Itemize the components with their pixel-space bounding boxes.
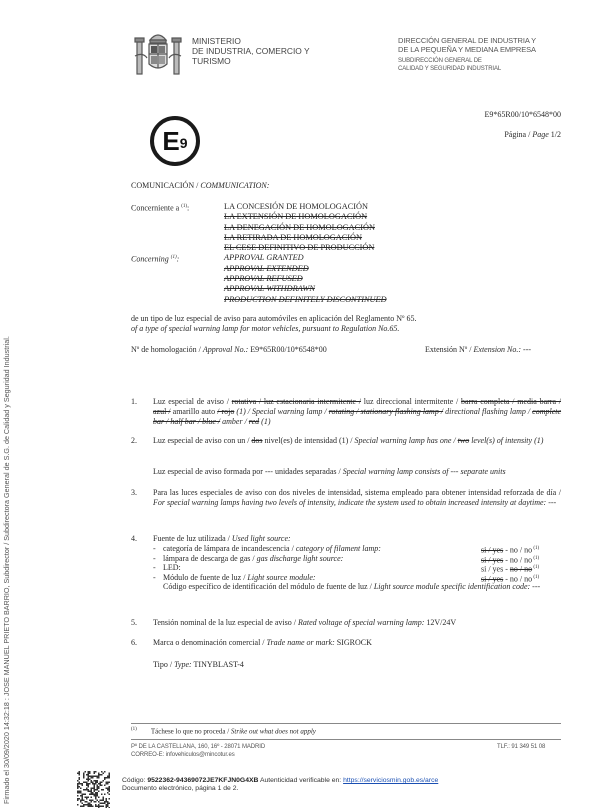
approval-label-es: Nº de homologación: [131, 345, 197, 354]
light-source-value: si / yes - no / no $^{(1)}$: [481, 564, 540, 574]
ministry-line: MINISTERIO: [192, 36, 241, 46]
item-light-source: [131, 534, 561, 592]
item-text: [153, 397, 561, 427]
item-text-es: Marca o denominación comercial /: [153, 638, 267, 647]
separate-units-line: [153, 467, 563, 477]
extension-number: Extensión Nº / Extension No.: ---: [425, 345, 532, 354]
text-segment: barra completa / media barra / azul /: [153, 397, 562, 416]
ministry-address: [131, 743, 265, 759]
footer-divider: [131, 739, 561, 740]
text-segment: luz direccional intermitente /: [361, 397, 462, 406]
label-text: Concerning: [131, 254, 169, 264]
text-segment: Luz especial de aviso /: [153, 397, 232, 406]
ministry-line: TURISMO: [192, 56, 231, 66]
text-segment: dos: [251, 436, 263, 445]
item-lamp-description: [131, 397, 561, 427]
light-source-value: si / yes - no / no $^{(1)}$: [481, 555, 540, 565]
subdirectorate-name: [398, 58, 501, 73]
light-source-value: si / yes - no / no $^{(1)}$: [481, 545, 540, 555]
light-source-row: [153, 554, 561, 564]
item-text: [153, 638, 561, 648]
contact-phone: TLF.: 91 349 51 08: [497, 744, 546, 750]
document-info: Documento electrónico, página 1 de 2.: [122, 785, 239, 792]
subdirectorate-line: SUBDIRECCIÓN GENERAL DE: [398, 58, 482, 64]
text-segment: red: [248, 417, 260, 426]
text-segment: amber /: [220, 417, 249, 426]
bullet-dash: -: [153, 572, 156, 582]
light-source-label: categoría de lámpara de incandescencia / category of filament lamp:: [163, 544, 381, 553]
light-source-row: [153, 544, 561, 554]
item-text: [153, 618, 561, 628]
text-segment: rotativa / luz estacionaria intermitente /: [231, 397, 362, 406]
directorate-line: DIRECCIÓN GENERAL DE INDUSTRIA Y: [398, 36, 537, 45]
item-number: 4.: [131, 534, 137, 543]
code-en: Light source module specific identification code:: [373, 582, 531, 591]
lamp-type-en: of a type of special warning lamp for motor vehicles, pursuant to Regulation No.65.: [131, 324, 400, 333]
type-es: Tipo /: [153, 660, 175, 669]
footnote-ref: (1): [170, 255, 177, 260]
contact-email: CORREO-E: infovehiculos@mincotur.es: [131, 752, 235, 758]
footnote-es: Táchese lo que no proceda /: [150, 727, 231, 736]
footer-divider: [131, 723, 561, 724]
text-segment: complete bar / half bar / blue /: [153, 407, 562, 426]
light-source-label: LED:: [163, 563, 181, 572]
item-trade-name: [131, 638, 561, 648]
approval-mark-number: 9: [179, 135, 188, 151]
verification-link[interactable]: https://serviciosmin.gob.es/arce: [343, 777, 439, 784]
concerning-label-en: Concerning $^{(1)}$:: [131, 254, 180, 264]
item-number: 6.: [131, 638, 137, 647]
item-number: 1.: [131, 397, 137, 406]
light-source-label: Módulo de fuente de luz / Light source module:: [163, 572, 316, 582]
light-source-label: lámpara de descarga de gas / gas discharge light source:: [163, 553, 344, 563]
concerning-option-en: APPROVAL EXTENDED: [224, 263, 309, 273]
approval-number: Nº de homologación / Approval No.: E9*65R00/10*6548*00: [131, 345, 327, 354]
concerning-option-en: APPROVAL REFUSED: [224, 274, 303, 284]
extension-value: ---: [523, 345, 532, 354]
communication-en: COMMUNICATION:: [200, 181, 270, 190]
code-es: Código específico de identificación del módulo de fuente de luz /: [163, 582, 374, 591]
item-text-es: Tensión nominal de la luz especial de aviso /: [153, 618, 298, 627]
verification-code: 9522362-94369072JE7KFJN0G4XB: [147, 777, 259, 784]
bullet-dash: -: [153, 544, 156, 553]
item-rated-voltage: [131, 618, 561, 628]
bullet-dash: -: [153, 563, 156, 572]
text-segment: two: [457, 436, 470, 445]
footnote-ref: (1): [181, 204, 188, 209]
communication-es: COMUNICACIÓN: [131, 181, 195, 190]
item-text-en: Rated voltage of special warning lamp:: [297, 618, 425, 627]
reference-number: E9*65R00/10*6548*00: [484, 110, 561, 119]
light-source-row: [153, 573, 561, 583]
text-segment: (1): [259, 417, 271, 426]
concerning-option-es: LA DENEGACIÓN DE HOMOLOGACIÓN: [224, 222, 375, 232]
concerning-option-es: EL CESE DEFINITIVO DE PRODUCCIÓN: [224, 243, 375, 253]
page-number: Página / Page 1/2: [504, 130, 561, 139]
text-segment: directional flashing lamp /: [443, 407, 533, 416]
approval-label-en: Approval No.:: [202, 345, 249, 354]
title-es: Fuente de luz utilizada /: [153, 534, 232, 543]
concerning-option-es: LA CONCESIÓN DE HOMOLOGACIÓN: [224, 202, 369, 211]
type-value: TINYBLAST-4: [191, 660, 244, 669]
item-number: 5.: [131, 618, 137, 627]
page-value: 1/2: [550, 130, 561, 139]
verification-line: [122, 777, 438, 785]
label-text: Concerniente a: [131, 203, 180, 213]
text-segment: Special warning lamp has one /: [354, 436, 458, 445]
title-en: Used light source:: [231, 534, 291, 543]
directorate-name: [398, 36, 536, 54]
item-number: 2.: [131, 436, 137, 445]
verify-text: Autenticidad verificable en:: [258, 777, 344, 784]
text-segment: rotating / stationary flashing lamp /: [328, 407, 444, 416]
text-segment: (1) / Special warning lamp /: [234, 407, 329, 416]
item-value: SIGROCK: [334, 638, 372, 647]
extension-label-es: Extensión Nº: [425, 345, 468, 354]
light-source-row: [153, 563, 561, 573]
ministry-name: [192, 36, 310, 66]
units-en: Special warning lamp consists of --- separate units: [342, 467, 506, 476]
approval-mark-letter: E: [162, 125, 179, 156]
extension-label-en: Extension No.:: [473, 345, 522, 354]
units-es: Luz especial de aviso formada por --- unidades separadas /: [153, 467, 343, 476]
concerning-option-es: LA EXTENSIÓN DE HOMOLOGACIÓN: [224, 212, 368, 222]
page-label-es: Página: [504, 130, 527, 139]
item-number: 3.: [131, 488, 137, 497]
code-label: Código:: [122, 777, 148, 784]
lamp-type-es: de un tipo de luz especial de aviso para automóviles en aplicación del Reglamento Nº 65.: [131, 314, 417, 323]
text-segment: nivel(es) de intensidad (1) /: [262, 436, 355, 445]
type-line: [153, 660, 244, 670]
text-segment: amarillo auto: [170, 407, 218, 416]
light-source-list: [131, 544, 561, 582]
approval-value: E9*65R00/10*6548*00: [250, 345, 327, 354]
text-segment: level(s) of intensity (1): [469, 436, 544, 445]
item-text-en: Trade name or mark:: [266, 638, 335, 647]
type-en: Type:: [174, 660, 192, 669]
concerning-options: [224, 202, 387, 305]
concerning-option-es: LA RETIRADA DE HOMOLOGACIÓN: [224, 232, 363, 242]
concerning-option-en: APPROVAL GRANTED: [224, 253, 304, 263]
footnote-en: Strike out what does not apply: [230, 727, 316, 736]
e9-approval-mark: [150, 116, 200, 166]
item-value: ---: [546, 498, 557, 507]
code-value: ---: [530, 582, 541, 591]
item-text: [153, 488, 561, 508]
qr-code-icon: [77, 771, 110, 808]
directorate-line: DE LA PEQUEÑA Y MEDIANA EMPRESA: [398, 45, 536, 54]
concerning-option-en: PRODUCTION DEFINITELY DISCONTINUED: [224, 294, 387, 304]
signature-stamp: Firmado el 30/09/2020 14:32:18 : JOSE MANUEL PRIETO BARRIO, Subdirector / Subdirectora General de S.G. de Calidad y Seguridad Industrial.: [2, 336, 11, 804]
footnote: [131, 727, 316, 735]
text-segment: / rojo: [217, 407, 235, 416]
coat-of-arms-icon: [133, 28, 183, 80]
light-source-value: si / yes - no / no $^{(1)}$: [481, 574, 540, 584]
item-text-en: For special warning lamps having two levels of intensity, indicate the system used to obtain increased intensity at daytime:: [153, 498, 547, 507]
bullet-dash: -: [153, 553, 156, 563]
concerning-option-en: APPROVAL WITHDRAWN: [224, 284, 315, 294]
page-label-en: Page: [532, 130, 549, 139]
subdirectorate-line: CALIDAD Y SEGURIDAD INDUSTRIAL: [398, 65, 502, 72]
concerning-label-es: Concerniente a $^{(1)}$:: [131, 203, 190, 213]
item-text-es: Para las luces especiales de aviso con dos niveles de intensidad, sistema empleado para obtener intensidad reforzada de día /: [153, 488, 561, 497]
item-daytime-intensity: [131, 488, 561, 508]
postal-address: Pº DE LA CASTELLANA, 160, 16º - 28071 MADRID: [131, 744, 266, 750]
ministry-line: DE INDUSTRIA, COMERCIO Y: [192, 46, 310, 56]
item-text: [153, 436, 561, 446]
item-intensity-levels: [131, 436, 561, 446]
item-title: [153, 534, 561, 544]
text-segment: Luz especial de aviso con un /: [153, 436, 252, 445]
item-value: 12V/24V: [424, 618, 457, 627]
communication-heading: COMUNICACIÓN / COMMUNICATION:: [131, 181, 270, 190]
footnote-mark: (1): [131, 727, 137, 732]
verification-block: [122, 777, 438, 793]
